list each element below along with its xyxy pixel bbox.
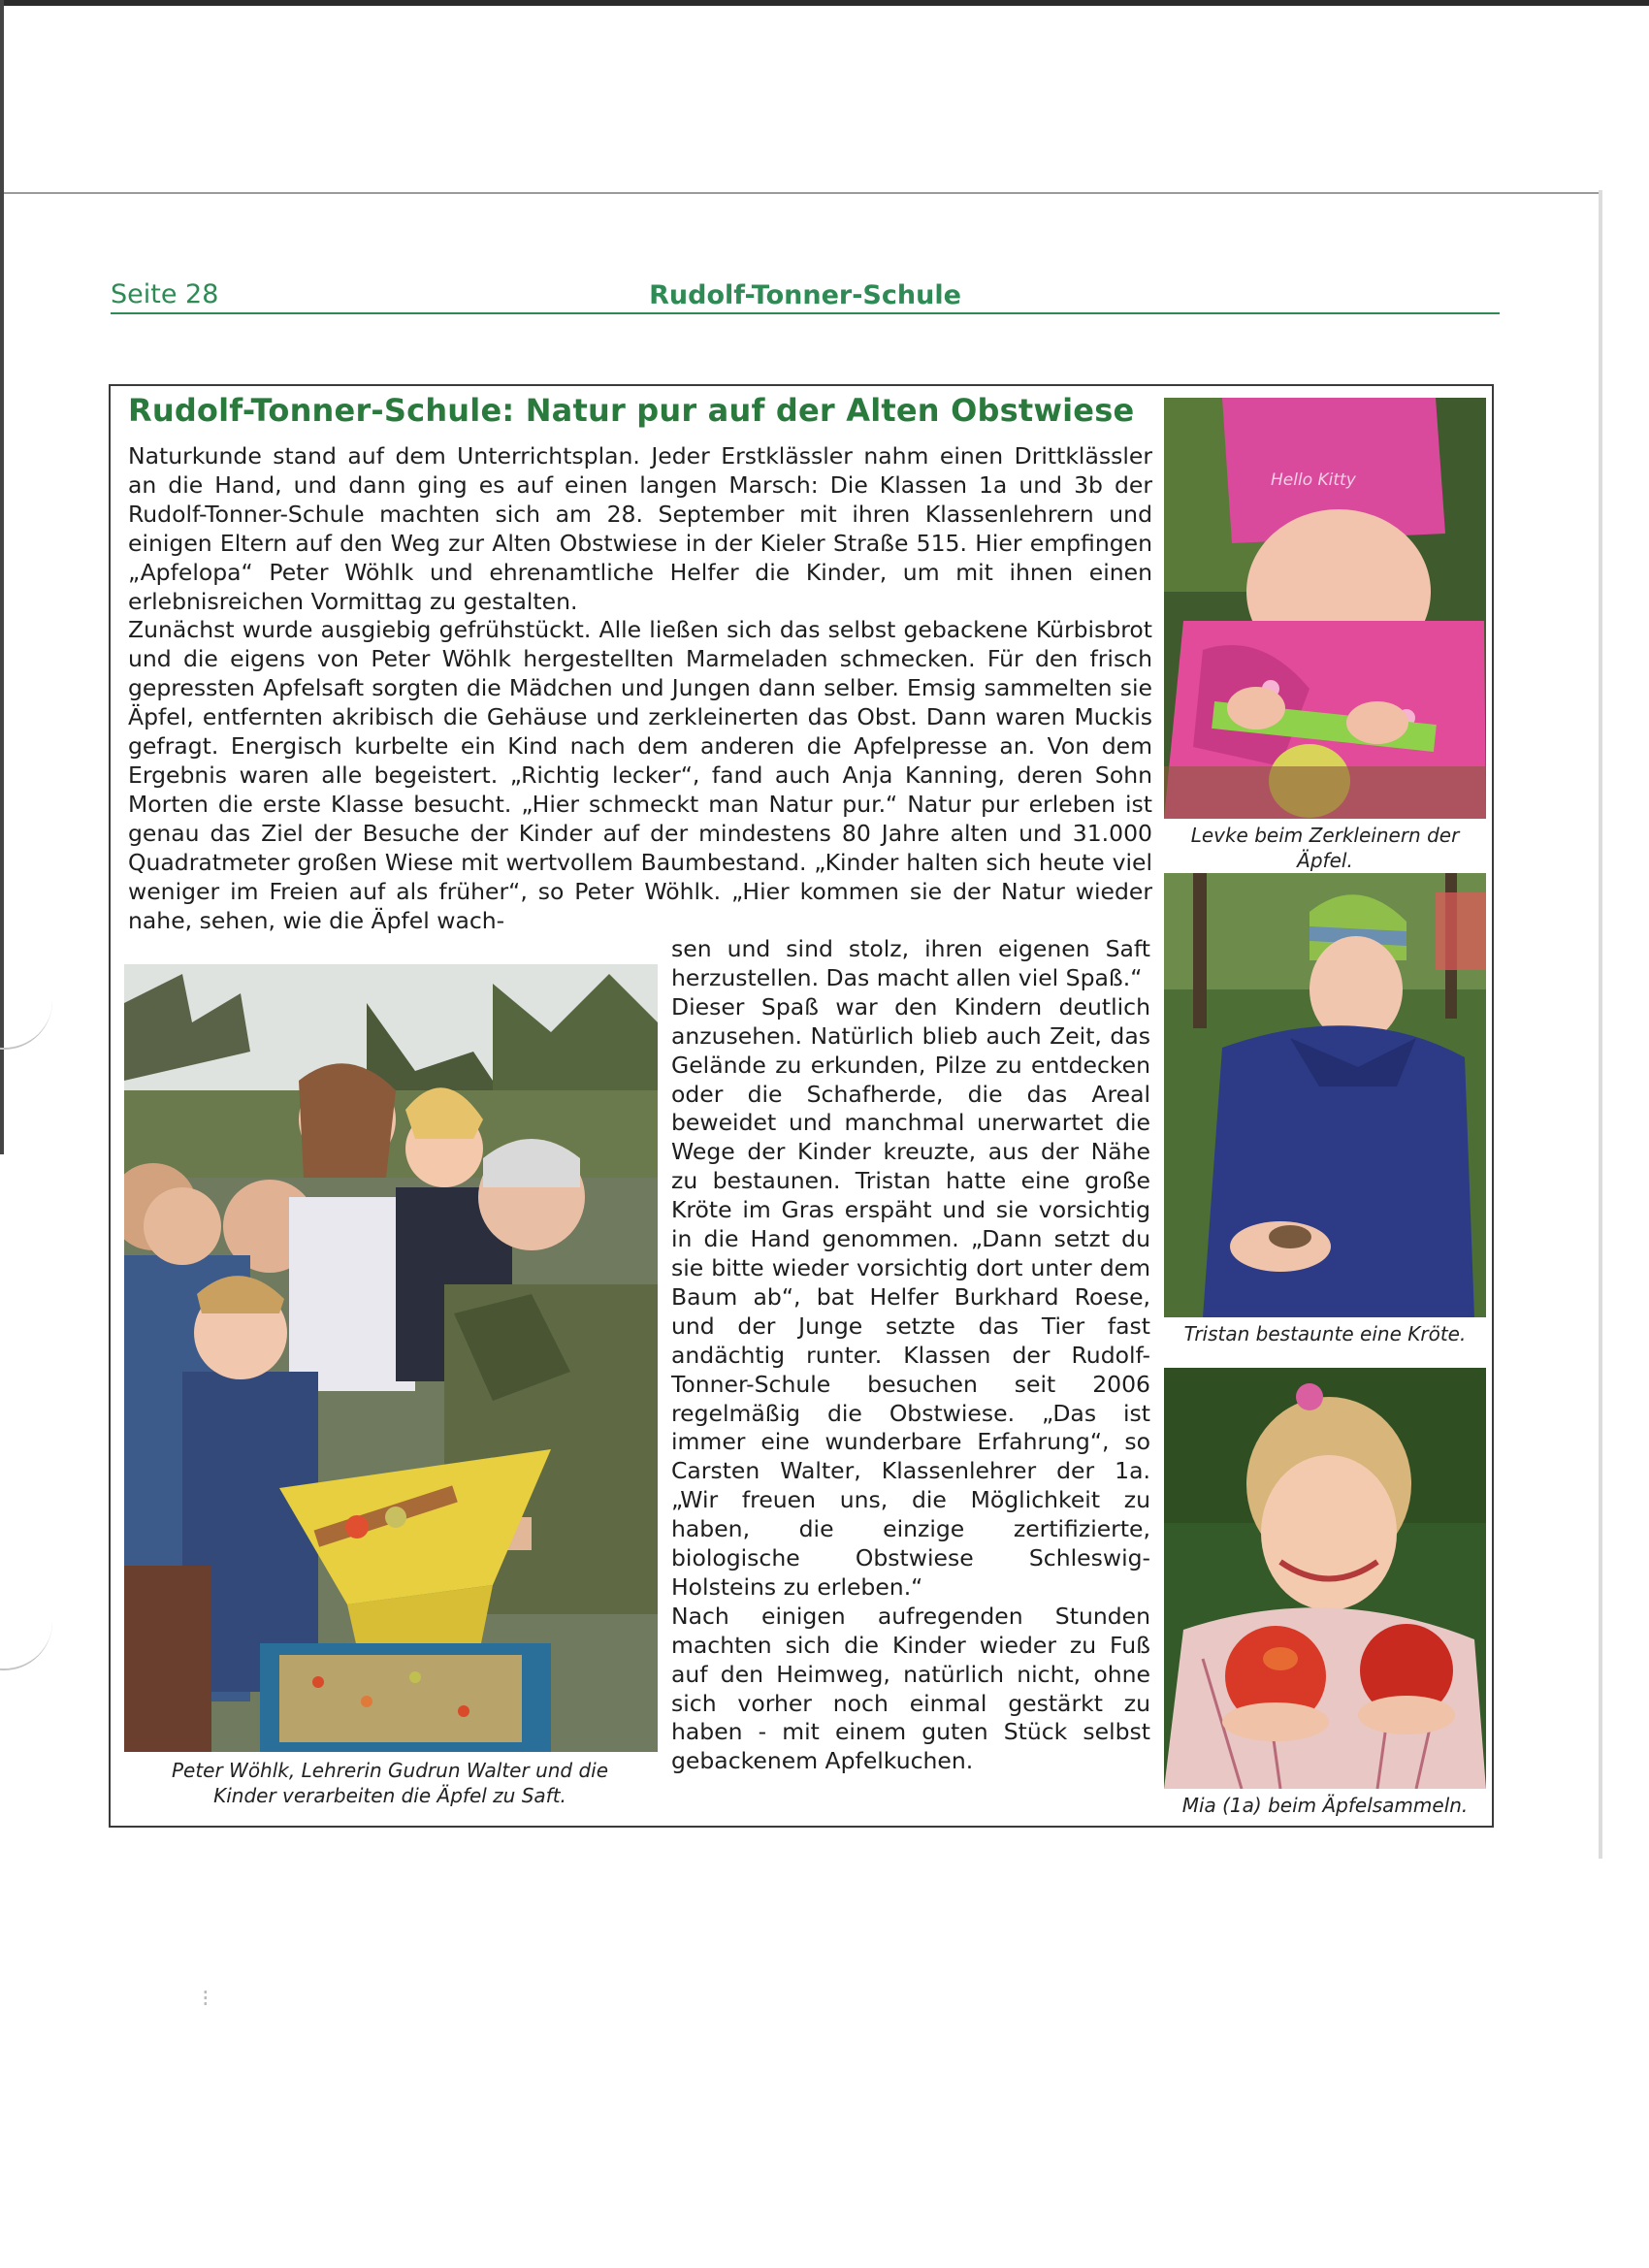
caption-apple-press: Peter Wöhlk, Lehrerin Gudrun Walter und die Kinder verarbeiten die Äpfel zu Saft.	[171, 1759, 609, 1807]
running-header	[111, 279, 1500, 314]
caption-mia: Mia (1a) beim Äpfelsammeln.	[1181, 1794, 1469, 1817]
paragraph-homeward: Nach einigen aufregenden Stunden machten sich die Kinder wieder zu Fuß auf den Heimweg, natürlich nicht, ohne sich vorher noch einmal gestärkt zu haben - mit einem guten Stück selbst gebackenem Apfelkuchen.	[671, 1602, 1150, 1775]
photo-apple-press	[124, 964, 658, 1752]
article-body-right-column	[671, 935, 1150, 1776]
page-fold-shadow	[1599, 190, 1602, 1859]
scan-speck: ⁝	[202, 1985, 210, 2012]
binder-hole-top	[0, 999, 52, 1050]
running-header-title: Rudolf-Tonner-Schule	[649, 280, 961, 310]
article-headline: Rudolf-Tonner-Schule: Natur pur auf der Alten Obstwiese	[128, 392, 1135, 429]
photo-mia	[1164, 1368, 1486, 1789]
photo-levke	[1164, 398, 1486, 819]
header-rule	[111, 312, 1500, 314]
paragraph-toad: Dieser Spaß war den Kindern deutlich anzusehen. Natürlich blieb auch Zeit, das Gelände zu erkunden, Pilze zu entdecken oder die Schafherde, die das Areal beweidet und manchmal unerwartet die Wege der Kinder kreuzte, aus der Nähe zu bestaunen. Tristan hatte eine große Kröte im Gras erspäht und sie vorsichtig in die Hand genommen. „Dann setzt du sie bitte wieder vorsichtig dort unter dem Baum ab“, bat Helfer Burkhard Roese, und der Junge setzte das Tier fast andächtig runter. Klassen der Rudolf-Tonner-Schule besuchen seit 2006 regelmäßig die Obstwiese. „Das ist immer eine wunderbare Erfahrung“, so Carsten Walter, Klassenlehrer der 1a. „Wir freuen uns, die Möglichkeit zu haben, die einzige zertifizierte, biologische Obstwiese Schleswig-Holsteins zu erleben.“	[671, 992, 1150, 1601]
photo-tristan	[1164, 873, 1486, 1317]
page-fold-line	[4, 192, 1600, 194]
page-number: Seite 28	[111, 279, 219, 309]
paragraph-breakfast-continued: sen und sind stolz, ihren eigenen Saft herzustellen. Das macht allen viel Spaß.“	[671, 935, 1150, 991]
hat-logo: Hello Kitty	[1271, 470, 1356, 490]
binder-hole-bottom	[0, 1620, 52, 1670]
caption-tristan: Tristan bestaunte eine Kröte.	[1183, 1322, 1467, 1345]
article-body-top	[128, 442, 1152, 935]
caption-levke: Levke beim Zerkleinern der Äpfel.	[1190, 824, 1460, 872]
paragraph-intro: Naturkunde stand auf dem Unterrichtsplan. Jeder Erstklässler nahm einen Drittklässler an die Hand, und dann ging es auf einen langen Marsch: Die Klassen 1a und 3b der Rudolf-Tonner-Schule machten sich am 28. September mit ihren Klassenlehrern und einigen Eltern auf den Weg zur Alten Obstwiese in der Kieler Straße 515. Hier empfingen „Apfelopa“ Peter Wöhlk und ehrenamtliche Helfer die Kinder, um mit ihnen einen erlebnisreichen Vormittag zu gestalten.	[128, 442, 1152, 615]
paragraph-breakfast: Zunächst wurde ausgiebig gefrühstückt. Alle ließen sich das selbst gebackene Kürbisbrot und die eigens von Peter Wöhlk hergestellten Marmeladen schmecken. Für den frisch gepressten Apfelsaft sorgten die Mädchen und Jungen dann selber. Emsig sammelten sie Äpfel, entfernten akribisch die Gehäuse und zerkleinerten das Obst. Dann waren Muckis gefragt. Energisch kurbelte ein Kind nach dem anderen die Apfelpresse an. Von dem Ergebnis waren alle begeistert. „Richtig lecker“, fand auch Anja Kanning, deren Sohn Morten die erste Klasse besucht. „Hier schmeckt man Natur pur.“ Natur pur erleben ist genau das Ziel der Besuche der Kinder auf der mindestens 80 Jahre alten und 31.000 Quadratmeter großen Wiese mit wertvollem Baumbestand. „Kinder halten sich heute viel weniger im Freien auf als früher“, so Peter Wöhlk. „Hier kommen sie der Natur wieder nahe, sehen, wie die Äpfel wach-	[128, 616, 1152, 934]
scan-left-edge	[0, 0, 4, 1154]
scan-top-edge	[0, 0, 1649, 6]
